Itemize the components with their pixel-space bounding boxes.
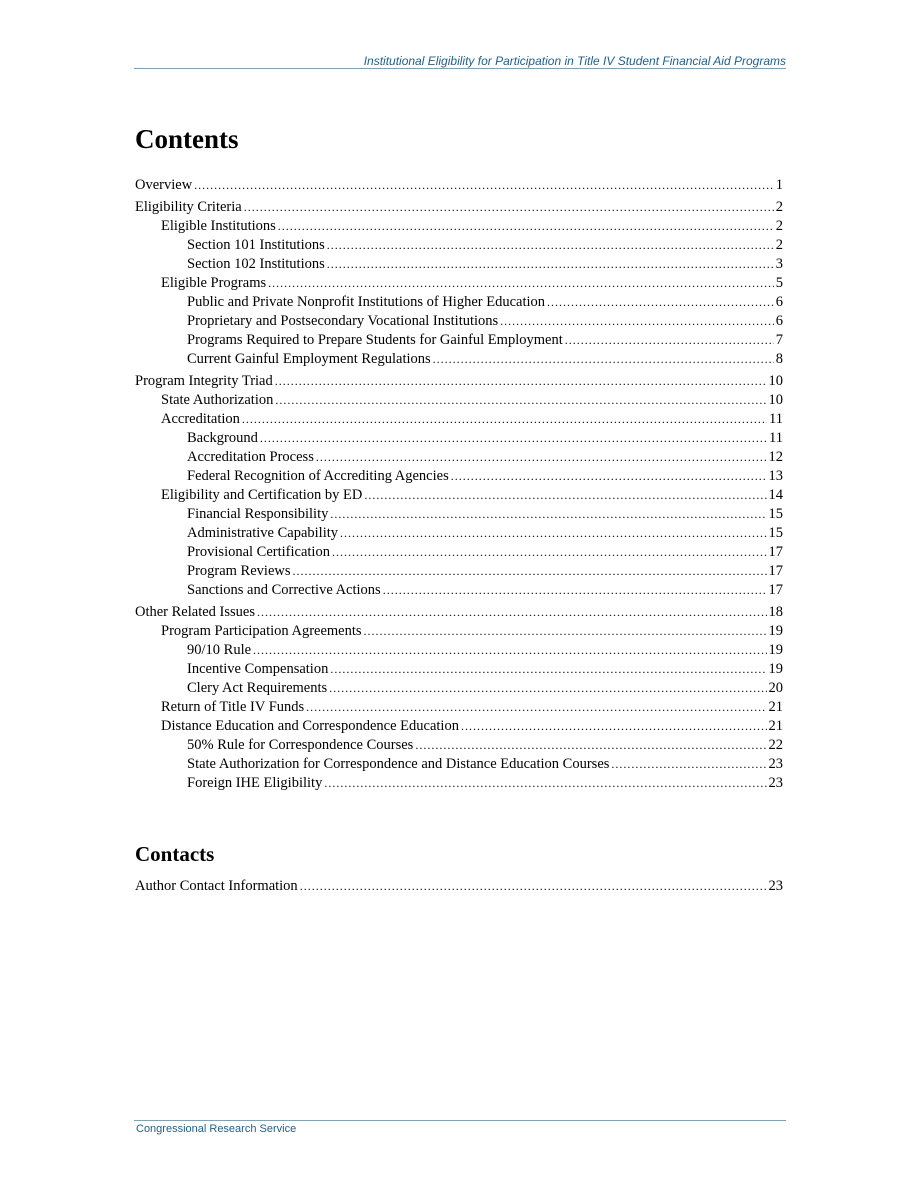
toc-entry[interactable] bbox=[135, 717, 783, 736]
toc-entry[interactable] bbox=[135, 391, 783, 410]
toc-entry-title[interactable]: Eligibility and Certification by ED bbox=[161, 487, 363, 503]
toc-entry[interactable] bbox=[135, 774, 783, 793]
dot-leader bbox=[330, 660, 766, 679]
footer-rule bbox=[134, 1120, 786, 1121]
toc-page-number: 1 bbox=[775, 177, 783, 193]
toc-entry[interactable] bbox=[135, 410, 783, 429]
toc-page-number: 7 bbox=[775, 332, 783, 348]
toc-entry-title[interactable]: Program Reviews bbox=[187, 563, 291, 579]
toc-entry-title[interactable]: Accreditation Process bbox=[187, 449, 314, 465]
toc-page-number: 20 bbox=[768, 680, 783, 696]
toc-entry-title[interactable]: Program Participation Agreements bbox=[161, 623, 362, 639]
toc-entry[interactable] bbox=[135, 429, 783, 448]
toc-page-number: 21 bbox=[768, 699, 783, 715]
toc-entry[interactable] bbox=[135, 543, 783, 562]
toc-page-number: 15 bbox=[768, 506, 783, 522]
dot-leader bbox=[242, 410, 767, 429]
toc-page-number: 15 bbox=[768, 525, 783, 541]
toc-page-number: 8 bbox=[775, 351, 783, 367]
toc-entry[interactable] bbox=[135, 372, 783, 391]
running-header: Institutional Eligibility for Participation in Title IV Student Financial Aid Programs bbox=[363, 54, 786, 68]
toc-entry-title[interactable]: Programs Required to Prepare Students for Gainful Employment bbox=[187, 332, 563, 348]
toc-page-number: 13 bbox=[768, 468, 783, 484]
toc-entry[interactable] bbox=[135, 736, 783, 755]
toc-page-number: 18 bbox=[768, 604, 783, 620]
toc-entry[interactable] bbox=[135, 660, 783, 679]
dot-leader bbox=[194, 176, 774, 195]
dot-leader bbox=[547, 293, 774, 312]
toc-entry-title[interactable]: Other Related Issues bbox=[135, 604, 255, 620]
toc-page-number: 3 bbox=[775, 256, 783, 272]
toc-page-number: 5 bbox=[775, 275, 783, 291]
toc-page-number: 22 bbox=[768, 737, 783, 753]
toc-entry[interactable] bbox=[135, 236, 783, 255]
dot-leader bbox=[415, 736, 766, 755]
dot-leader bbox=[324, 774, 766, 793]
dot-leader bbox=[306, 698, 766, 717]
table-of-contents bbox=[135, 176, 783, 793]
toc-entry-title[interactable]: Return of Title IV Funds bbox=[161, 699, 305, 715]
dot-leader bbox=[500, 312, 774, 331]
toc-page-number: 23 bbox=[768, 775, 783, 791]
dot-leader bbox=[300, 877, 767, 896]
toc-entry[interactable] bbox=[135, 486, 783, 505]
toc-page-number: 2 bbox=[775, 218, 783, 234]
toc-entry[interactable] bbox=[135, 562, 783, 581]
toc-entry-title[interactable]: Overview bbox=[135, 177, 193, 193]
toc-entry[interactable] bbox=[135, 698, 783, 717]
dot-leader bbox=[244, 198, 774, 217]
toc-page-number: 19 bbox=[768, 642, 783, 658]
dot-leader bbox=[330, 505, 766, 524]
toc-entry-title[interactable]: Provisional Certification bbox=[187, 544, 330, 560]
toc-entry-title[interactable]: Financial Responsibility bbox=[187, 506, 329, 522]
toc-entry[interactable] bbox=[135, 448, 783, 467]
toc-entry-title[interactable]: Author Contact Information bbox=[135, 878, 298, 894]
toc-page-number: 23 bbox=[768, 756, 783, 772]
dot-leader bbox=[332, 543, 767, 562]
toc-entry[interactable] bbox=[135, 877, 783, 896]
toc-page-number: 19 bbox=[768, 623, 783, 639]
toc-page-number: 21 bbox=[768, 718, 783, 734]
header-rule bbox=[134, 68, 786, 69]
dot-leader bbox=[275, 391, 766, 410]
toc-entry[interactable] bbox=[135, 331, 783, 350]
dot-leader bbox=[257, 603, 767, 622]
contents-heading: Contents bbox=[135, 124, 239, 154]
toc-entry[interactable] bbox=[135, 755, 783, 774]
contacts-list bbox=[135, 877, 783, 896]
toc-page-number: 6 bbox=[775, 294, 783, 310]
dot-leader bbox=[327, 255, 774, 274]
dot-leader bbox=[253, 641, 766, 660]
toc-entry-title[interactable]: Eligible Programs bbox=[161, 275, 267, 291]
toc-page-number: 12 bbox=[768, 449, 783, 465]
toc-page-number: 17 bbox=[768, 582, 783, 598]
dot-leader bbox=[383, 581, 767, 600]
dot-leader bbox=[340, 524, 766, 543]
toc-entry[interactable] bbox=[135, 505, 783, 524]
dot-leader bbox=[327, 236, 774, 255]
toc-entry-title[interactable]: State Authorization for Correspondence and Distance Education Courses bbox=[187, 756, 610, 772]
toc-entry-title[interactable]: Clery Act Requirements bbox=[187, 680, 328, 696]
toc-page-number: 2 bbox=[775, 199, 783, 215]
toc-entry[interactable] bbox=[135, 467, 783, 486]
toc-entry-title[interactable]: Section 101 Institutions bbox=[187, 237, 325, 253]
toc-entry-title[interactable]: Section 102 Institutions bbox=[187, 256, 325, 272]
toc-entry-title[interactable]: Administrative Capability bbox=[187, 525, 339, 541]
toc-entry-title[interactable]: 90/10 Rule bbox=[187, 642, 252, 658]
toc-entry-title[interactable]: Public and Private Nonprofit Institutions of Higher Education bbox=[187, 294, 546, 310]
toc-entry-title[interactable]: Federal Recognition of Accrediting Agencies bbox=[187, 468, 449, 484]
dot-leader bbox=[451, 467, 767, 486]
toc-entry-title[interactable]: Foreign IHE Eligibility bbox=[187, 775, 323, 791]
toc-page-number: 6 bbox=[775, 313, 783, 329]
toc-entry-title[interactable]: Proprietary and Postsecondary Vocational Institutions bbox=[187, 313, 499, 329]
toc-entry-title[interactable]: Eligible Institutions bbox=[161, 218, 276, 234]
toc-entry[interactable] bbox=[135, 350, 783, 369]
toc-entry-title[interactable]: Accreditation bbox=[161, 411, 240, 427]
toc-page-number: 23 bbox=[768, 878, 783, 894]
toc-page-number: 2 bbox=[775, 237, 783, 253]
toc-entry[interactable] bbox=[135, 524, 783, 543]
toc-entry[interactable] bbox=[135, 679, 783, 698]
dot-leader bbox=[293, 562, 767, 581]
dot-leader bbox=[268, 274, 774, 293]
contacts-heading: Contacts bbox=[135, 842, 215, 866]
toc-entry[interactable] bbox=[135, 176, 783, 195]
dot-leader bbox=[316, 448, 767, 467]
toc-entry[interactable] bbox=[135, 274, 783, 293]
toc-page-number: 17 bbox=[768, 544, 783, 560]
toc-entry[interactable] bbox=[135, 581, 783, 600]
toc-entry-title[interactable]: Sanctions and Corrective Actions bbox=[187, 582, 381, 598]
toc-entry[interactable] bbox=[135, 622, 783, 641]
toc-entry[interactable] bbox=[135, 641, 783, 660]
toc-page-number: 10 bbox=[768, 392, 783, 408]
dot-leader bbox=[278, 217, 774, 236]
toc-entry[interactable] bbox=[135, 198, 783, 217]
dot-leader bbox=[611, 755, 766, 774]
dot-leader bbox=[260, 429, 767, 448]
dot-leader bbox=[329, 679, 766, 698]
dot-leader bbox=[364, 622, 767, 641]
toc-entry[interactable] bbox=[135, 255, 783, 274]
toc-page-number: 17 bbox=[768, 563, 783, 579]
toc-entry-title[interactable]: Eligibility Criteria bbox=[135, 199, 242, 215]
toc-entry-title[interactable]: Current Gainful Employment Regulations bbox=[187, 351, 431, 367]
toc-entry[interactable] bbox=[135, 603, 783, 622]
dot-leader bbox=[565, 331, 774, 350]
toc-entry[interactable] bbox=[135, 312, 783, 331]
toc-entry-title[interactable]: 50% Rule for Correspondence Courses bbox=[187, 737, 414, 753]
toc-entry-title[interactable]: Distance Education and Correspondence Education bbox=[161, 718, 459, 734]
toc-page-number: 19 bbox=[768, 661, 783, 677]
toc-entry[interactable] bbox=[135, 293, 783, 312]
toc-entry-title[interactable]: Program Integrity Triad bbox=[135, 373, 273, 389]
toc-page-number: 11 bbox=[769, 411, 783, 427]
toc-page-number: 11 bbox=[769, 430, 783, 446]
footer-publisher: Congressional Research Service bbox=[136, 1123, 297, 1135]
dot-leader bbox=[433, 350, 774, 369]
toc-entry-title[interactable]: Incentive Compensation bbox=[187, 661, 329, 677]
toc-page-number: 14 bbox=[768, 487, 783, 503]
dot-leader bbox=[275, 372, 767, 391]
dot-leader bbox=[364, 486, 766, 505]
toc-page-number: 10 bbox=[768, 373, 783, 389]
dot-leader bbox=[461, 717, 767, 736]
toc-entry-title[interactable]: Background bbox=[187, 430, 258, 446]
toc-entry-title[interactable]: State Authorization bbox=[161, 392, 274, 408]
toc-entry[interactable] bbox=[135, 217, 783, 236]
